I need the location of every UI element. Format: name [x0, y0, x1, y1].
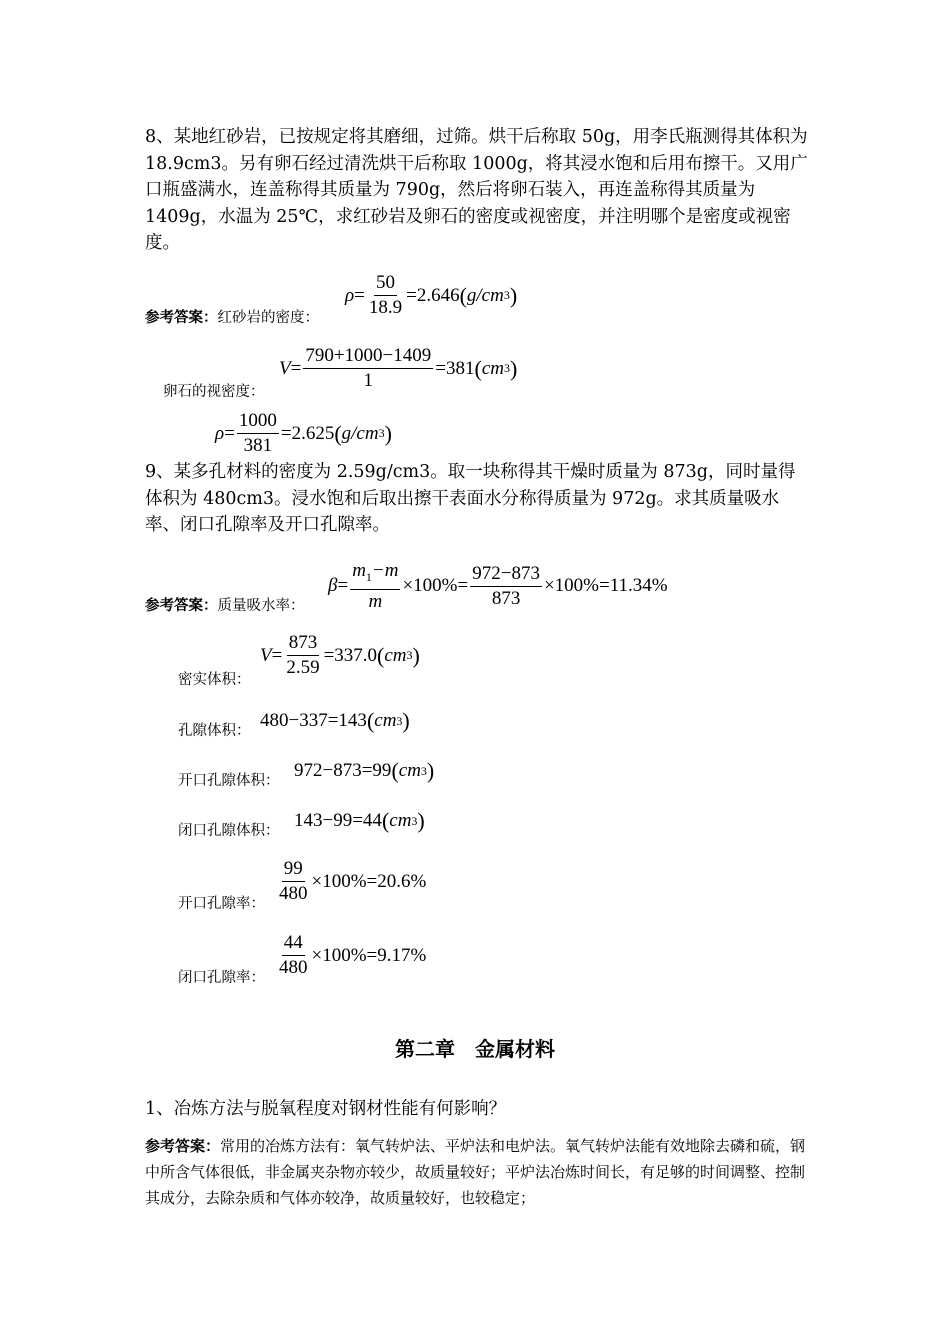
eq-expr: 972−873=99 [294, 760, 392, 781]
denominator: 2.59 [286, 657, 320, 678]
minus-m: −m [371, 560, 399, 581]
eq-result: ×100%=9.17% [311, 944, 427, 966]
numerator: 873 [287, 632, 320, 656]
answer-label-bold: 参考答案： [145, 598, 218, 614]
answer-label-bold: 参考答案： [145, 1137, 221, 1155]
label-open-porosity: 开口孔隙率： [178, 896, 265, 912]
eq-result: ×100%=20.6% [311, 870, 427, 892]
numerator [350, 560, 400, 590]
label-absorption: 质量吸水率： [217, 598, 305, 614]
fraction [284, 632, 321, 679]
eq-unit: cm [481, 357, 504, 379]
equation-density-red-sandstone: ρ = $\frac{50}{18.9}$ = 2.646 ( g/cm 3 ) [345, 272, 518, 318]
answer-text: 常用的冶炼方法有：氧气转炉法、平炉法和电炉法。氧气转炉法能有效地除去磷和硫，钢中所含气体很低，非金属夹杂物亦较少，故质量较好；平炉法冶炼时间长，有足够的时间调整、控制其成分，去除杂质和气体亦较净，故质量较好，也较稳定； [145, 1137, 806, 1207]
m-symbol: m [352, 560, 366, 581]
fraction [277, 858, 310, 905]
eq-unit: cm [374, 710, 397, 731]
eq-exp: 3 [406, 648, 413, 662]
equation-water-absorption: β = $\frac{m_1-m}{m}$ ×100% = $\frac{972-873}{873}$ ×100%=11.34% [328, 560, 668, 612]
eq-unit: g/cm [466, 284, 504, 306]
fraction [303, 345, 433, 392]
label-density: 红砂岩的密度： [217, 310, 319, 326]
fraction [367, 272, 404, 319]
equation-solid-volume: V = $\frac{873}{2.59}$ = 337.0 ( cm 3 ) [260, 632, 420, 678]
denominator: 480 [279, 957, 308, 978]
subscript: 1 [365, 569, 372, 584]
eq-exp: 3 [411, 813, 418, 828]
label-open-pore-volume: 开口孔隙体积： [178, 773, 280, 789]
eq-lhs: β [328, 575, 338, 597]
denominator: 1 [363, 370, 374, 391]
eq-result: 337.0 [334, 644, 378, 666]
eq-exp: 3 [503, 288, 510, 302]
eq-expr: 143−99=44 [294, 810, 382, 831]
numerator: 44 [282, 932, 305, 956]
equation-pore-volume: 480−337=143 ( cm 3 ) [260, 708, 410, 733]
numerator: 99 [282, 858, 305, 882]
eq-lhs: V [260, 644, 272, 666]
numerator: 790+1000−1409 [303, 345, 433, 369]
answer-label-8 [145, 306, 319, 327]
problem-9-text: 9、某多孔材料的密度为 2.59g/cm3。取一块称得其干燥时质量为 873g，同时量得体积为 480cm3。浸水饱和后取出擦干表面水分称得质量为 972g。求其质量吸水率、闭口孔隙率及开口孔隙率。 [145, 462, 796, 535]
eq-expr: 480−337=143 [260, 710, 367, 731]
eq-result: 2.625 [291, 422, 335, 444]
label-solid-volume: 密实体积： [178, 672, 251, 688]
equation-pebble-volume: V = $\frac{790+1000-1409}{1}$ = 381 ( cm 3 ) [279, 345, 518, 391]
equation-open-porosity [275, 858, 426, 905]
label-pore-volume: 孔隙体积： [178, 723, 251, 739]
answer-label-9 [145, 594, 305, 615]
eq-unit: cm [389, 810, 412, 831]
chapter2-question-1: 1、冶炼方法与脱氧程度对钢材性能有何影响？ [145, 1099, 507, 1119]
chapter-title: 第二章 金属材料 [395, 1037, 555, 1061]
denominator: 873 [491, 587, 521, 609]
eq-result: 2.646 [416, 284, 460, 306]
eq-lhs: ρ [215, 422, 225, 444]
eq-exp: 3 [503, 361, 510, 375]
answer-label-bold: 参考答案： [145, 310, 218, 326]
chapter2-answer-1 [145, 1133, 817, 1211]
numerator: 50 [374, 272, 397, 296]
label-closed-porosity: 闭口孔隙率： [178, 970, 265, 986]
eq-exp: 3 [396, 713, 403, 728]
numerator: 1000 [237, 410, 279, 434]
denominator: m [368, 590, 383, 612]
times-100: ×100% [402, 575, 458, 597]
eq-result: ×100%=11.34% [543, 575, 668, 597]
denominator: 480 [279, 883, 308, 904]
fraction [237, 410, 279, 457]
eq-exp: 3 [420, 763, 427, 778]
numerator: 972−873 [470, 563, 542, 587]
fraction-2 [470, 563, 542, 610]
eq-lhs: V [279, 357, 291, 379]
eq-unit: cm [398, 760, 421, 781]
equation-closed-pore-volume: 143−99=44 ( cm 3 ) [294, 808, 425, 833]
label-pebble-density: 卵石的视密度： [163, 384, 265, 400]
problem-8-text: 8、某地红砂岩，已按规定将其磨细，过筛。烘干后称取 50g，用李氏瓶测得其体积为 18.9cm3。另有卵石经过清洗烘干后称取 1000g，将其浸水饱和后用布擦干。又用广口瓶盛满水，连盖称得其质量为 790g，然后将卵石装入，再连盖称得其质量为 1409g，水温为 25℃，求红砂岩及卵石的密度或视密度，并注明哪个是密度或视密度。 [145, 127, 808, 253]
denominator: 381 [243, 435, 273, 456]
eq-unit: cm [384, 644, 407, 666]
equation-open-pore-volume: 972−873=99 ( cm 3 ) [294, 758, 435, 783]
equation-closed-porosity [275, 932, 426, 979]
eq-unit: g/cm [341, 422, 379, 444]
fraction [277, 932, 310, 979]
eq-exp: 3 [378, 426, 385, 440]
label-closed-pore-volume: 闭口孔隙体积： [178, 823, 280, 839]
denominator: 18.9 [368, 297, 403, 318]
eq-result: 381 [445, 357, 475, 379]
fraction-1 [350, 560, 400, 613]
eq-lhs: ρ [345, 284, 355, 306]
equation-pebble-density: ρ = $\frac{1000}{381}$ = 2.625 ( g/cm 3 ) [215, 410, 392, 456]
